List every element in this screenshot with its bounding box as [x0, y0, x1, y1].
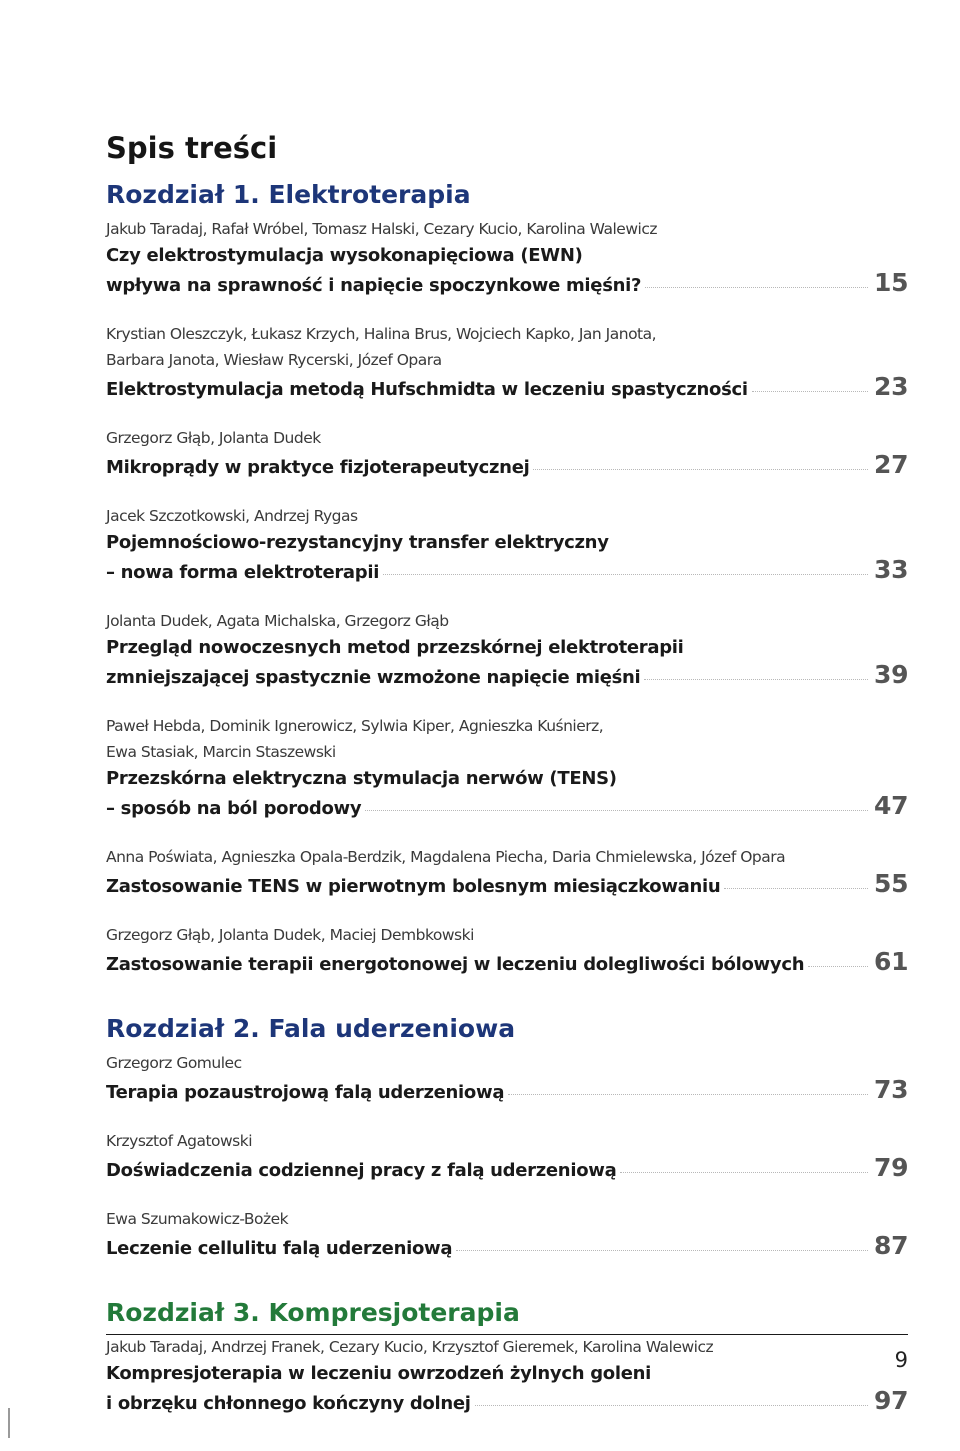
entry-authors: Anna Poświata, Agnieszka Opala-Berdzik, Magdalena Piecha, Daria Chmielewska, Józef Opara — [106, 848, 786, 866]
dot-leader — [645, 286, 868, 288]
entry-title-last-line — [106, 661, 908, 691]
entry-title-last-line — [106, 451, 908, 481]
chapter-spacer — [106, 1284, 908, 1296]
toc-entry[interactable] — [106, 503, 908, 586]
entry-title-last-line — [106, 870, 908, 900]
entry-authors: Ewa Szumakowicz-Bożek — [106, 1210, 289, 1228]
entry-page-number[interactable]: 79 — [874, 1153, 909, 1182]
entry-page-number[interactable]: 97 — [874, 1386, 909, 1415]
entry-page-number[interactable]: 23 — [874, 372, 909, 401]
entry-title: Czy elektrostymulacja wysokonapięciowa (EWN) — [106, 245, 583, 266]
entry-page-number[interactable]: 47 — [874, 791, 909, 820]
entry-title: Terapia pozaustrojową falą uderzeniową — [106, 1082, 505, 1103]
toc-entry[interactable] — [106, 1334, 908, 1417]
entry-title: Zastosowanie terapii energotonowej w leczeniu dolegliwości bólowych — [106, 954, 805, 975]
page-title: Spis treści — [106, 131, 278, 165]
entry-authors: Grzegorz Głąb, Jolanta Dudek, Maciej Dembkowski — [106, 926, 474, 944]
entry-title-last-line — [106, 556, 908, 586]
dot-leader — [724, 887, 868, 889]
entry-authors: Ewa Stasiak, Marcin Staszewski — [106, 743, 336, 761]
entry-title: – sposób na ból porodowy — [106, 798, 362, 819]
toc-entry[interactable] — [106, 425, 908, 481]
dot-leader — [383, 573, 868, 575]
entry-page-number[interactable]: 87 — [874, 1231, 909, 1260]
dot-leader — [508, 1093, 868, 1095]
toc-entry[interactable] — [106, 1050, 908, 1106]
entry-authors: Krzysztof Agatowski — [106, 1132, 253, 1150]
entry-page-number[interactable]: 73 — [874, 1075, 909, 1104]
entry-page-number[interactable]: 61 — [874, 947, 909, 976]
dot-leader — [456, 1249, 868, 1251]
entry-title: Przegląd nowoczesnych metod przezskórnej elektroterapii — [106, 637, 684, 658]
entry-page-number[interactable]: 15 — [874, 268, 909, 297]
entry-title-last-line — [106, 1076, 908, 1106]
footer-rule — [106, 1334, 908, 1335]
entry-page-number[interactable]: 33 — [874, 555, 909, 584]
entry-page-number[interactable]: 39 — [874, 660, 909, 689]
toc-entry[interactable] — [106, 608, 908, 691]
entry-authors: Grzegorz Gomulec — [106, 1054, 242, 1072]
entry-authors: Krystian Oleszczyk, Łukasz Krzych, Halina Brus, Wojciech Kapko, Jan Janota, — [106, 325, 657, 343]
entry-title-last-line — [106, 1154, 908, 1184]
entry-title: Pojemnościowo-rezystancyjny transfer elektryczny — [106, 532, 609, 553]
chapter-heading: Rozdział 1. Elektroterapia — [106, 180, 471, 209]
toc-entry[interactable] — [106, 1206, 908, 1262]
entry-title-last-line — [106, 792, 908, 822]
dot-leader — [620, 1171, 868, 1173]
dot-leader — [533, 468, 868, 470]
entry-title-last-line — [106, 1387, 908, 1417]
entry-title: Elektrostymulacja metodą Hufschmidta w leczeniu spastyczności — [106, 379, 748, 400]
entry-title: Kompresjoterapia w leczeniu owrzodzeń żylnych goleni — [106, 1363, 652, 1384]
chapter-heading: Rozdział 3. Kompresjoterapia — [106, 1298, 520, 1327]
dot-leader — [365, 809, 868, 811]
toc-entry[interactable] — [106, 1128, 908, 1184]
entry-title: i obrzęku chłonnego kończyny dolnej — [106, 1393, 471, 1414]
dot-leader — [752, 390, 868, 392]
table-of-contents — [106, 128, 908, 1451]
entry-title: Doświadczenia codziennej pracy z falą uderzeniową — [106, 1160, 617, 1181]
entry-title-last-line — [106, 373, 908, 403]
entry-authors: Grzegorz Głąb, Jolanta Dudek — [106, 429, 321, 447]
chapter-heading: Rozdział 2. Fala uderzeniowa — [106, 1014, 516, 1043]
scan-edge-mark — [8, 1408, 10, 1438]
chapter-list — [106, 178, 908, 1451]
entry-title: wpływa na sprawność i napięcie spoczynkowe mięśni? — [106, 275, 642, 296]
entry-title: Zastosowanie TENS w pierwotnym bolesnym miesiączkowaniu — [106, 876, 721, 897]
entry-title-last-line — [106, 269, 908, 299]
entry-authors: Jakub Taradaj, Andrzej Franek, Cezary Kucio, Krzysztof Gieremek, Karolina Walewicz — [106, 1338, 714, 1356]
entry-authors: Jolanta Dudek, Agata Michalska, Grzegorz Głąb — [106, 612, 449, 630]
toc-entry[interactable] — [106, 321, 908, 403]
chapter-spacer — [106, 1000, 908, 1012]
dot-leader — [808, 965, 868, 967]
entry-page-number[interactable]: 55 — [874, 869, 909, 898]
toc-entry[interactable] — [106, 844, 908, 900]
page-number: 9 — [894, 1348, 908, 1372]
entry-title-last-line — [106, 948, 908, 978]
entry-title: Przezskórna elektryczna stymulacja nerwów (TENS) — [106, 768, 617, 789]
entry-title: Mikroprądy w praktyce fizjoterapeutycznej — [106, 457, 530, 478]
entry-page-number[interactable]: 27 — [874, 450, 909, 479]
dot-leader — [475, 1404, 868, 1406]
entry-authors: Jacek Szczotkowski, Andrzej Rygas — [106, 507, 358, 525]
entry-title: zmniejszającej spastycznie wzmożone napięcie mięśni — [106, 667, 641, 688]
toc-entry[interactable] — [106, 922, 908, 978]
chapter-spacer — [106, 1439, 908, 1451]
toc-entry[interactable] — [106, 216, 908, 299]
entry-authors: Paweł Hebda, Dominik Ignerowicz, Sylwia Kiper, Agnieszka Kuśnierz, — [106, 717, 604, 735]
dot-leader — [644, 678, 868, 680]
entry-title-last-line — [106, 1232, 908, 1262]
entry-title: – nowa forma elektroterapii — [106, 562, 380, 583]
entry-authors: Barbara Janota, Wiesław Rycerski, Józef Opara — [106, 351, 442, 369]
entry-title: Leczenie cellulitu falą uderzeniową — [106, 1238, 453, 1259]
toc-entry[interactable] — [106, 713, 908, 822]
entry-authors: Jakub Taradaj, Rafał Wróbel, Tomasz Halski, Cezary Kucio, Karolina Walewicz — [106, 220, 657, 238]
